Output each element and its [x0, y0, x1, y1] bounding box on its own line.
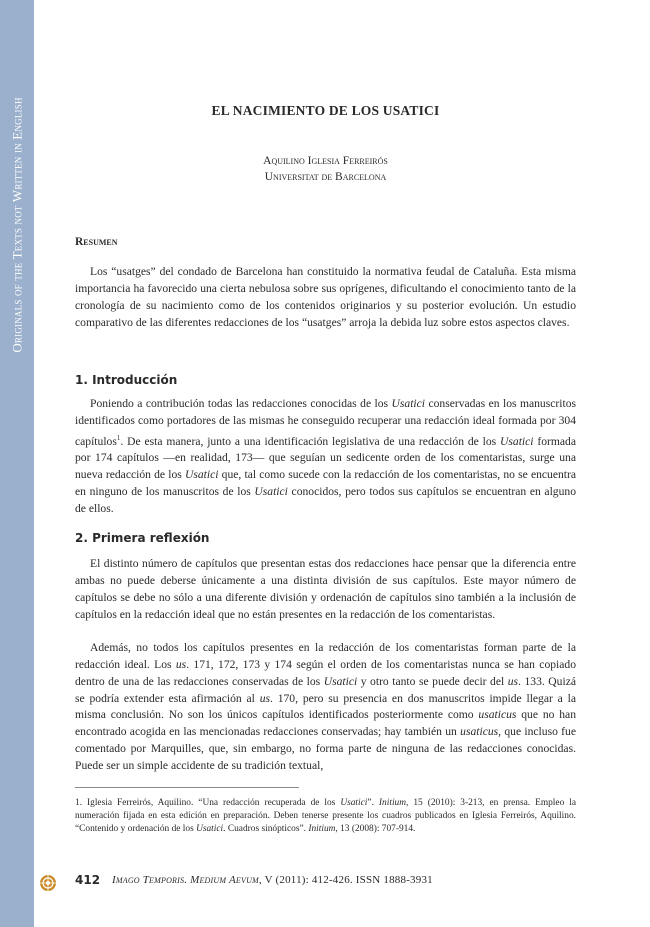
article-title: EL NACIMIENTO DE LOS USATICI — [211, 103, 440, 118]
section-2-paragraph-1: El distinto número de capítulos que presentan estas dos redacciones hace pensar que la diferencia entre ambas no puede deberse únicamente a una distinta división de sus capítulos. Este mayor número de capítulos se debe no sólo a una diferente división y ordenación de capítulos sino también a la inclusión de capítulos en la redacción ideal que no están presentes en la redacción de los comentaristas. — [75, 557, 576, 621]
journal-name: Imago Temporis. Medium Aevum — [112, 874, 259, 886]
abstract-text: Los “usatges” del condado de Barcelona han constituido la normativa feudal de Cataluña. Esta misma importancia ha favorecido una cierta nebulosa sobre sus oprígenes, dificultando el conocimiento tanto de la cronología de su nacimiento como de los contenidos originarios y su posterior evolución. Un estudio comparativo de las diferentes redacciones de los “usatges” arroja la debida luz sobre estos aspectos claves. — [75, 265, 576, 329]
ornament-icon — [39, 874, 57, 892]
page-number: 412 — [75, 873, 101, 887]
article — [75, 0, 576, 927]
footnote-divider — [75, 787, 299, 788]
section-2-heading: 2. Primera reflexión — [75, 531, 210, 545]
section-2-paragraph-2: Además, no todos los capítulos presentes en la redacción de los comentaristas forman parte de la redacción ideal. Los us. 171, 172, 173 y 174 según el orden de los comentaristas nunca se han copiado dentro de una de las redacciones conservadas de los Usatici y otro tanto se puede decir del us. 133. Quizá se podría extender esta afirmación al us. 170, pero su presencia en dos manuscritos impide llegar a la misma conclusión. No son los únicos capítulos identificados posteriormente como usaticus que no han encontrado acogida en las mencionadas redacciones conservadas; hay también un usaticus, que incluso fue comentado por Marquilles, que, sin embargo, no forma parte de ninguna de las redacciones conocidas. Puede ser un simple accidente de su tradición textual, — [75, 641, 576, 772]
footnote-ref: 1 — [116, 433, 121, 442]
section-1-paragraph: Poniendo a contribución todas las redacciones conocidas de los Usatici conservadas en los manuscritos identificados como portadores de las mismas he conseguido recuperar una redacción ideal formada por 304 capítulos$^1$. De esta manera, junto a una identificación legislativa de una redacción de los Usatici formada por 174 capítulos —en realidad, 173— que seguían un sedicente orden de los comentaristas, surge una nueva redacción de los Usatici que, tal como sucede con la redacción de los comentaristas, no se encuentra en ninguno de los manuscritos de los Usatici conocidos, pero todos sus capítulos se encuentran en alguno de ellos. — [75, 397, 577, 515]
sidebar-band — [0, 0, 34, 927]
author-affiliation: Universitat de Barcelona — [264, 171, 387, 183]
footnote-1: 1. Iglesia Ferreirós, Aquilino. “Una redacción recuperada de los Usatici”. Initium, 15 (2010): 3-213, en prensa. Empleo la numeración fijada en esta edición en preparación. Deben tenerse presente los cuadros publicados en Iglesia Ferreirós, Aquilino. “Contenido y ordenación de los Usatici. Cuadros sinópticos”. Initium, 13 (2008): 707-914. — [75, 798, 577, 834]
page-footer — [0, 870, 650, 894]
journal-citation: Imago Temporis. Medium Aevum, V (2011): 412-426. ISSN 1888-3931 — [112, 874, 433, 886]
sidebar-title: Originals of the Texts not Written in English — [9, 97, 25, 353]
abstract-heading: Resumen — [75, 236, 118, 248]
author-name: Aquilino Iglesia Ferreirós — [263, 155, 388, 167]
section-1-heading: 1. Introducción — [75, 373, 178, 387]
